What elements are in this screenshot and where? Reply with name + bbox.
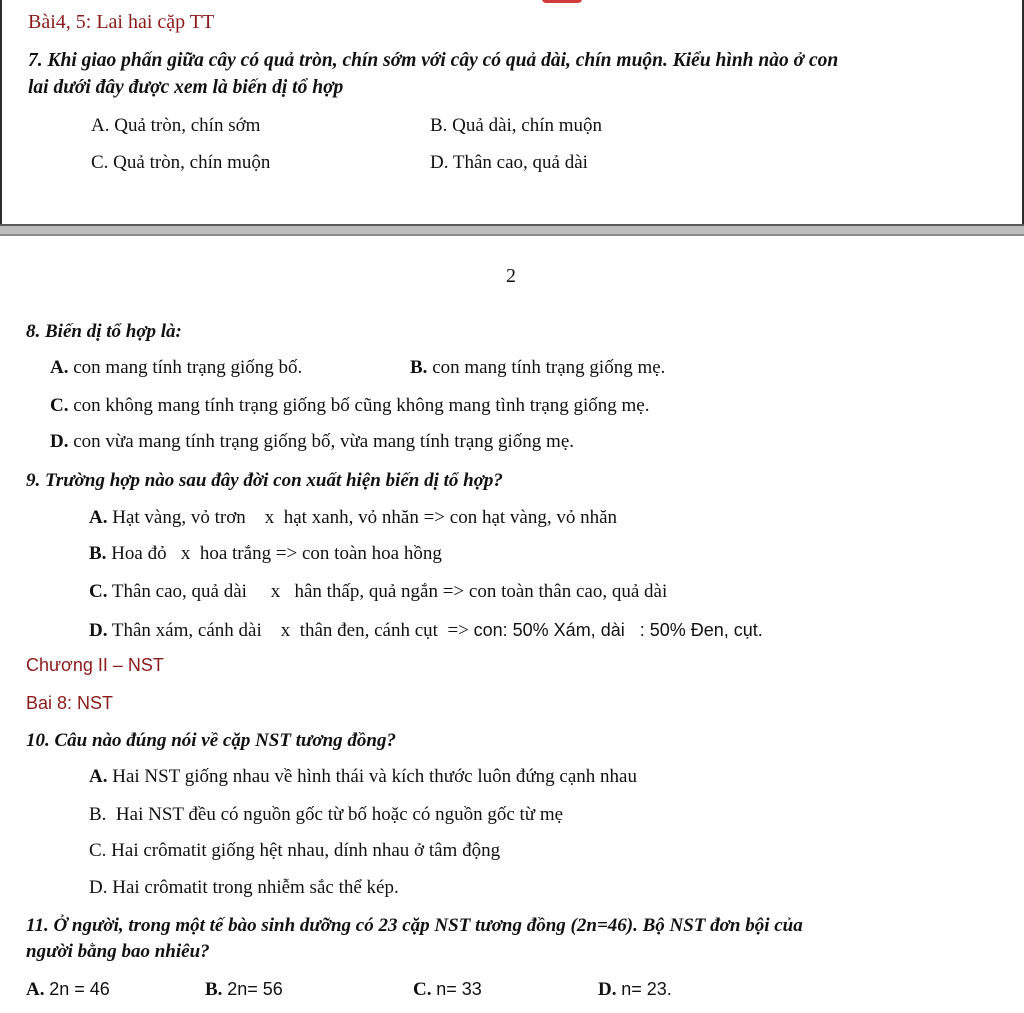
q9-option-a: A. Hạt vàng, vỏ trơn x hạt xanh, vỏ nhăn => con hạt vàng, vỏ nhăn	[89, 507, 618, 528]
chapter-heading: Chương II – NST	[26, 655, 164, 675]
heading: Bài4, 5: Lai hai cặp TT	[28, 11, 215, 33]
page-number: 2	[506, 265, 516, 287]
q10-option-c: C. Hai crômatit giống hệt nhau, dính nhau ở tâm động	[89, 840, 501, 861]
q11-line2: người bằng bao nhiêu?	[26, 941, 210, 962]
q7-option-c: C. Quả tròn, chín muộn	[91, 152, 271, 173]
q11-option-a: A. 2n = 46	[26, 979, 110, 1000]
q7-option-a: A. Quả tròn, chín sớm	[91, 115, 261, 136]
page-top	[0, 0, 1024, 224]
q11-line1: 11. Ở người, trong một tế bào sinh dưỡng có 23 cặp NST tương đồng (2n=46). Bộ NST đơn bội của	[26, 915, 803, 936]
q10-option-d: D. Hai crômatit trong nhiễm sắc thể kép.	[89, 877, 399, 898]
q8-question: 8. Biến dị tổ hợp là:	[26, 321, 182, 342]
q9-option-b: B. Hoa đỏ x hoa trắng => con toàn hoa hồng	[89, 543, 442, 564]
q7-line1: 7. Khi giao phấn giữa cây có quả tròn, chín sớm với cây có quả dài, chín muộn. Kiểu hình nào ở con	[28, 50, 839, 71]
q8-option-a: A. con mang tính trạng giống bố.	[50, 357, 303, 378]
lesson-heading: Bai 8: NST	[26, 693, 114, 713]
q11-option-c: C. n= 33	[413, 979, 482, 1000]
q7-option-b: B. Quả dài, chín muộn	[430, 115, 603, 136]
q10-question: 10. Câu nào đúng nói về cặp NST tương đồng?	[26, 730, 396, 751]
q11-option-d: D. n= 23.	[598, 979, 672, 1000]
q10-option-b: B. Hai NST đều có nguồn gốc từ bố hoặc có nguồn gốc từ mẹ	[89, 804, 564, 825]
page-bottom	[0, 236, 1024, 1013]
q8-option-c: C. con không mang tính trạng giống bố cũng không mang tình trạng giống mẹ.	[50, 395, 650, 416]
red-mark	[542, 0, 582, 3]
q10-option-a: A. Hai NST giống nhau về hình thái và kích thước luôn đứng cạnh nhau	[89, 766, 637, 787]
q7-option-d: D. Thân cao, quả dài	[430, 152, 588, 173]
q9-option-d: D. Thân xám, cánh dài x thân đen, cánh cụt => con: 50% Xám, dài : 50% Đen, cụt.	[89, 620, 763, 641]
q7-line2: lai dưới đây được xem là biến dị tổ hợp	[28, 77, 344, 98]
page-separator	[0, 224, 1024, 236]
q9-question: 9. Trường hợp nào sau đây đời con xuất hiện biến dị tổ hợp?	[26, 470, 503, 491]
q8-option-d: D. con vừa mang tính trạng giống bố, vừa mang tính trạng giống mẹ.	[50, 431, 575, 452]
q8-option-b: B. con mang tính trạng giống mẹ.	[410, 357, 666, 378]
q11-option-b: B. 2n= 56	[205, 979, 283, 1000]
q9-option-c: C. Thân cao, quả dài x hân thấp, quả ngắn => con toàn thân cao, quả dài	[89, 581, 668, 602]
